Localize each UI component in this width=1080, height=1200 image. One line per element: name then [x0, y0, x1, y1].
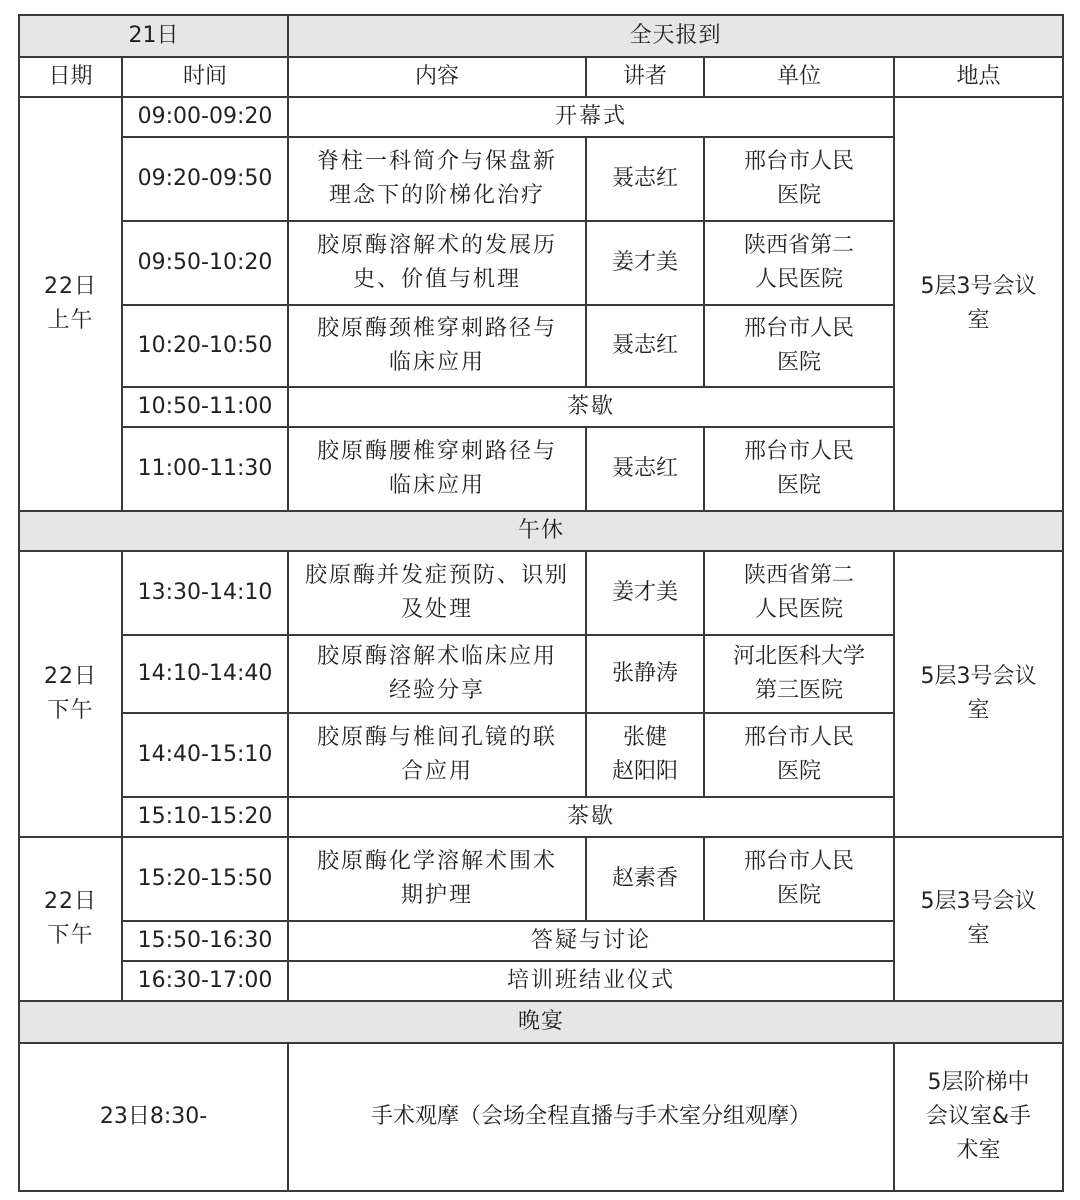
row-event: 培训班结业仪式 [288, 961, 894, 1001]
row-time: 09:50-10:20 [122, 221, 288, 305]
row-unit: 陕西省第二 人民医院 [704, 221, 894, 305]
row-time: 09:20-09:50 [122, 137, 288, 221]
row-unit: 邢台市人民 医院 [704, 427, 894, 511]
surgery-date: 23日8:30- [19, 1043, 288, 1191]
table-row [19, 837, 1063, 921]
row-topic: 胶原酶溶解术的发展历 史、价值与机理 [288, 221, 586, 305]
row-speaker: 聂志红 [586, 137, 704, 221]
row-topic: 胶原酶与椎间孔镜的联 合应用 [288, 713, 586, 797]
afternoon2-room: 5层3号会议 室 [894, 837, 1063, 1001]
row-unit: 邢台市人民 医院 [704, 305, 894, 387]
row-time: 16:30-17:00 [122, 961, 288, 1001]
morning-day: 22日 上午 [19, 97, 122, 511]
row-topic: 胶原酶腰椎穿刺路径与 临床应用 [288, 427, 586, 511]
row-speaker: 聂志红 [586, 427, 704, 511]
morning-room: 5层3号会议 室 [894, 97, 1063, 511]
table-row [19, 1043, 1063, 1191]
row-unit: 陕西省第二 人民医院 [704, 551, 894, 635]
row-topic: 脊柱一科简介与保盘新 理念下的阶梯化治疗 [288, 137, 586, 221]
dinner: 晚宴 [19, 1001, 1063, 1043]
row-time: 14:40-15:10 [122, 713, 288, 797]
row-time: 09:00-09:20 [122, 97, 288, 137]
row-event: 茶歇 [288, 797, 894, 837]
row-speaker: 张静涛 [586, 635, 704, 713]
arrival-text: 全天报到 [288, 15, 1063, 57]
row-time: 13:30-14:10 [122, 551, 288, 635]
table-row [19, 551, 1063, 635]
row-time: 14:10-14:40 [122, 635, 288, 713]
surgery-place: 5层阶梯中 会议室&手 术室 [894, 1043, 1063, 1191]
row-event: 开幕式 [288, 97, 894, 137]
row-time: 15:20-15:50 [122, 837, 288, 921]
afternoon1-day: 22日 下午 [19, 551, 122, 837]
row-topic: 胶原酶颈椎穿刺路径与 临床应用 [288, 305, 586, 387]
row-unit: 邢台市人民 医院 [704, 137, 894, 221]
row-unit: 邢台市人民 医院 [704, 837, 894, 921]
row-topic: 胶原酶并发症预防、识别 及处理 [288, 551, 586, 635]
row-time: 15:10-15:20 [122, 797, 288, 837]
row-speaker: 聂志红 [586, 305, 704, 387]
table-row [19, 97, 1063, 137]
header-time: 时间 [122, 57, 288, 97]
row-speaker: 张健 赵阳阳 [586, 713, 704, 797]
lunch-break: 午休 [19, 511, 1063, 551]
row-event: 答疑与讨论 [288, 921, 894, 961]
schedule-table [18, 14, 1064, 1192]
row-speaker: 姜才美 [586, 221, 704, 305]
afternoon2-day: 22日 下午 [19, 837, 122, 1001]
row-topic: 胶原酶化学溶解术围术 期护理 [288, 837, 586, 921]
row-event: 茶歇 [288, 387, 894, 427]
header-speaker: 讲者 [586, 57, 704, 97]
header-content: 内容 [288, 57, 586, 97]
arrival-date: 21日 [19, 15, 288, 57]
afternoon1-room: 5层3号会议 室 [894, 551, 1063, 837]
row-time: 10:50-11:00 [122, 387, 288, 427]
row-time: 10:20-10:50 [122, 305, 288, 387]
header-date: 日期 [19, 57, 122, 97]
row-unit: 河北医科大学 第三医院 [704, 635, 894, 713]
row-speaker: 赵素香 [586, 837, 704, 921]
header-unit: 单位 [704, 57, 894, 97]
row-topic: 胶原酶溶解术临床应用 经验分享 [288, 635, 586, 713]
row-time: 15:50-16:30 [122, 921, 288, 961]
row-unit: 邢台市人民 医院 [704, 713, 894, 797]
surgery-content: 手术观摩（会场全程直播与手术室分组观摩） [288, 1043, 894, 1191]
row-time: 11:00-11:30 [122, 427, 288, 511]
row-speaker: 姜才美 [586, 551, 704, 635]
header-place: 地点 [894, 57, 1063, 97]
